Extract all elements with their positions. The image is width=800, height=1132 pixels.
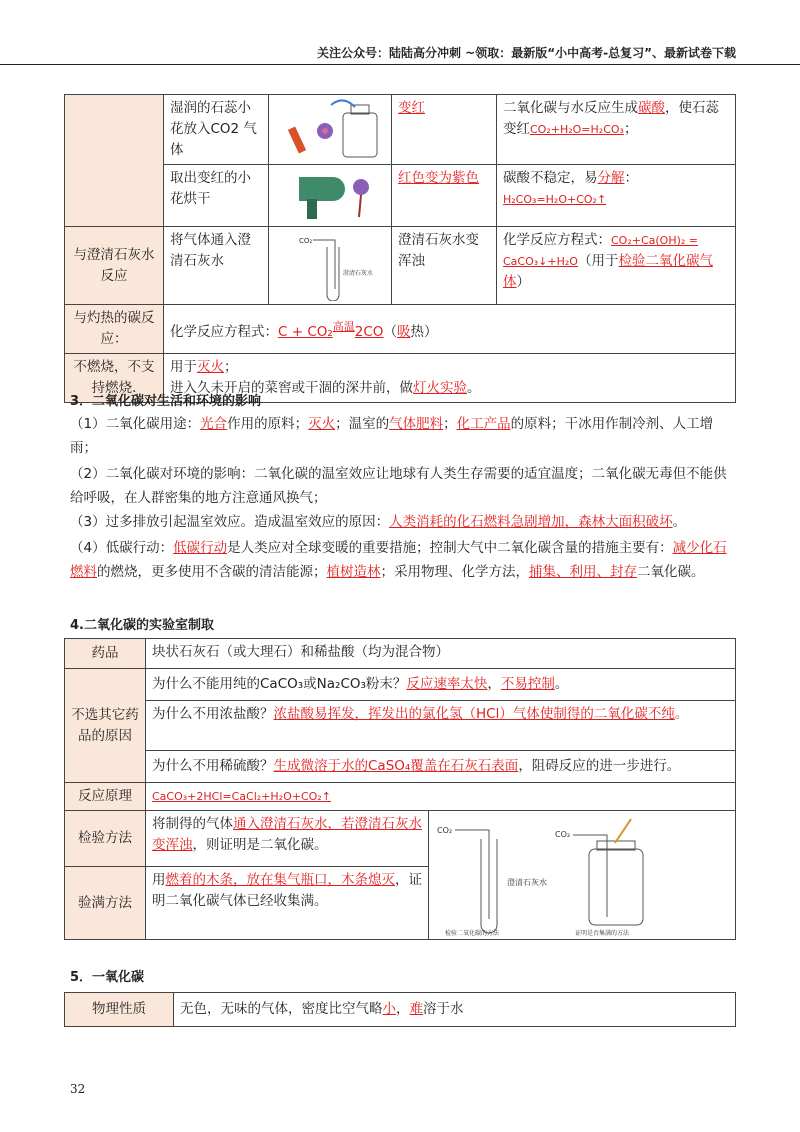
page-header <box>0 38 800 65</box>
method-figures <box>429 811 736 940</box>
section-3-title: 3．二氧化碳对生活和环境的影响 <box>70 394 262 409</box>
section-3-p3: （3）过多排放引起温室效应。造成温室效应的原因：人类消耗的化石燃料急剧增加，森林大面积破坏。 <box>70 514 687 530</box>
header-text: 关注公众号：陆陆高分冲刺 ~领取：最新版“小中高考-总复习”、最新试卷下载 <box>317 46 736 60</box>
svg-text:澄清石灰水: 澄清石灰水 <box>507 878 547 887</box>
full-method: 用燃着的木条，放在集气瓶口，木条熄灭，证明二氧化碳气体已经收集满。 <box>146 867 429 940</box>
explanation-cell: 化学反应方程式：CO₂+Ca(OH)₂ = CaCO₃↓+H₂O（用于检验二氧化碳气体） <box>497 227 736 305</box>
figure-cell <box>269 227 392 305</box>
row-label: 反应原理 <box>65 783 146 811</box>
litmus-flower-co2-figure <box>271 97 389 161</box>
reason-2: 为什么不用浓盐酸？浓盐酸易挥发，挥发出的氯化氢（HCl）气体使制得的二氧化碳不纯。 <box>146 701 736 751</box>
phenomenon-cell: 红色变为紫色 <box>392 165 497 227</box>
row-label: 与灼热的碳反应： <box>65 305 164 354</box>
blank-label <box>65 95 164 227</box>
explanation-cell: 碳酸不稳定，易分解： H₂CO₃=H₂O+CO₂↑ <box>497 165 736 227</box>
reason-3: 为什么不用稀硫酸？生成微溶于水的CaSO₄覆盖在石灰石表面，阻碍反应的进一步进行。 <box>146 751 736 783</box>
svg-text:CO₂: CO₂ <box>437 826 453 835</box>
section-3-p4: （4）低碳行动：低碳行动是人类应对全球变暖的重要措施；控制大气中二氧化碳含量的措施主要有：减少化石燃料的燃烧，更多使用不含碳的清洁能源；植树造林；采用物理、化学方法，捕集、利用、封存二氧化碳。 <box>70 540 727 580</box>
co2-properties-table <box>64 94 736 403</box>
physical-properties: 无色，无味的气体，密度比空气略小，难溶于水 <box>174 993 736 1027</box>
svg-text:检验二氧化碳的方法: 检验二氧化碳的方法 <box>445 930 500 937</box>
row-label: 检验方法 <box>65 811 146 867</box>
row-label: 药品 <box>65 639 146 669</box>
page-number: 32 <box>70 1082 86 1096</box>
row-label: 不燃烧，不支持燃烧. <box>65 354 164 403</box>
svg-text:CO₂: CO₂ <box>555 830 571 839</box>
row-label: 与澄清石灰水反应 <box>65 227 164 305</box>
section-3-p1: （1）二氧化碳用途：光合作用的原料；灭火；温室的气体肥料；化工产品的原料；干冰用作制冷剂、人工增雨； <box>70 416 714 456</box>
co-table <box>64 992 736 1027</box>
explanation-cell: 二氧化碳与水反应生成碳酸，使石蕊变红CO₂+H₂O=H₂CO₃； <box>497 95 736 165</box>
drug-cell: 块状石灰石（或大理石）和稀盐酸（均为混合物） <box>146 639 736 669</box>
section-3-p2: （2）二氧化碳对环境的影响：二氧化碳的温室效应让地球有人类生存需要的适宜温度；二氧化碳无毒但不能供给呼吸，在人群密集的地方注意通风换气； <box>70 466 727 506</box>
carbon-reaction-cell: 化学反应方程式：C + CO₂$^{高温}$2CO（吸热） <box>164 305 736 354</box>
limewater-tube-figure <box>271 229 389 301</box>
hair-dryer-figure <box>271 167 389 223</box>
svg-text:证明是否集满的方法: 证明是否集满的方法 <box>575 930 630 937</box>
non-combustion-cell: 用于灭火； 进入久未开启的菜窖或干涸的深井前，做灯火实验。 <box>164 354 736 403</box>
phenomenon-cell: 澄清石灰水变浑浊 <box>392 227 497 305</box>
svg-text:澄清石灰水: 澄清石灰水 <box>343 270 374 277</box>
reaction-equation: CaCO₃+2HCl=CaCl₂+H₂O+CO₂↑ <box>146 783 736 811</box>
row-label: 不选其它药品的原因 <box>65 669 146 783</box>
row-label: 物理性质 <box>65 993 174 1027</box>
op-cell: 取出变红的小花烘干 <box>164 165 269 227</box>
co2-test-and-full-figure <box>431 813 731 937</box>
figure-cell <box>269 165 392 227</box>
op-cell: 将气体通入澄清石灰水 <box>164 227 269 305</box>
row-label: 验满方法 <box>65 867 146 940</box>
section-4-title: 4.二氧化碳的实验室制取 <box>70 618 214 633</box>
svg-text:CO₂: CO₂ <box>299 237 313 245</box>
figure-cell <box>269 95 392 165</box>
lab-preparation-table <box>64 638 736 940</box>
phenomenon-cell: 变红 <box>392 95 497 165</box>
op-cell: 湿润的石蕊小花放入CO2 气体 <box>164 95 269 165</box>
test-method: 将制得的气体通入澄清石灰水，若澄清石灰水变浑浊，则证明是二氧化碳。 <box>146 811 429 867</box>
reason-1: 为什么不能用纯的CaCO₃或Na₂CO₃粉末？反应速率太快，不易控制。 <box>146 669 736 701</box>
section-5-title: 5．一氧化碳 <box>70 970 145 985</box>
